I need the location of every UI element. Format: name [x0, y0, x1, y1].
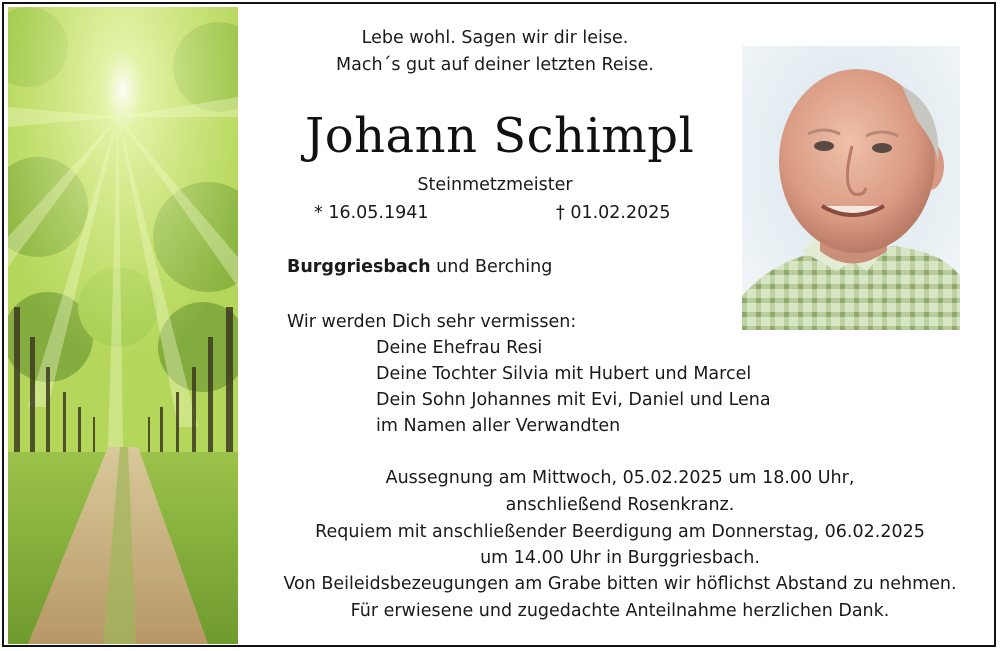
deceased-name: Johann Schimpl — [305, 108, 695, 164]
service-line: um 14.00 Uhr in Burggriesbach. — [480, 548, 760, 568]
mourner-line: Deine Ehefrau Resi — [376, 338, 543, 358]
poem-line-1: Lebe wohl. Sagen wir dir leise. — [361, 28, 629, 48]
service-line: Requiem mit anschließender Beerdigung am Donnerstag, 06.02.2025 — [315, 522, 925, 542]
location-primary: Burggriesbach — [287, 257, 431, 277]
profession: Steinmetzmeister — [417, 175, 573, 195]
mourner-line: Deine Tochter Silvia mit Hubert und Marcel — [376, 364, 752, 384]
service-line: Für erwiesene und zugedachte Anteilnahme herzlichen Dank. — [350, 601, 890, 621]
mourner-line: im Namen aller Verwandten — [376, 416, 621, 436]
mourners-intro: Wir werden Dich sehr vermissen: — [287, 312, 577, 332]
forest-path-image — [8, 7, 238, 644]
death-date: † 01.02.2025 — [556, 203, 671, 223]
mourner-line: Dein Sohn Johannes mit Evi, Daniel und Lena — [376, 390, 771, 410]
portrait-photo — [742, 46, 960, 330]
service-line: Von Beileidsbezeugungen am Grabe bitten wir höflichst Abstand zu nehmen. — [283, 574, 957, 594]
birth-date: * 16.05.1941 — [314, 203, 429, 223]
location — [287, 257, 552, 277]
service-line: Aussegnung am Mittwoch, 05.02.2025 um 18.00 Uhr, — [385, 468, 855, 488]
location-secondary: und Berching — [436, 257, 553, 277]
service-line: anschließend Rosenkranz. — [505, 495, 735, 515]
poem-line-2: Mach´s gut auf deiner letzten Reise. — [336, 55, 654, 75]
